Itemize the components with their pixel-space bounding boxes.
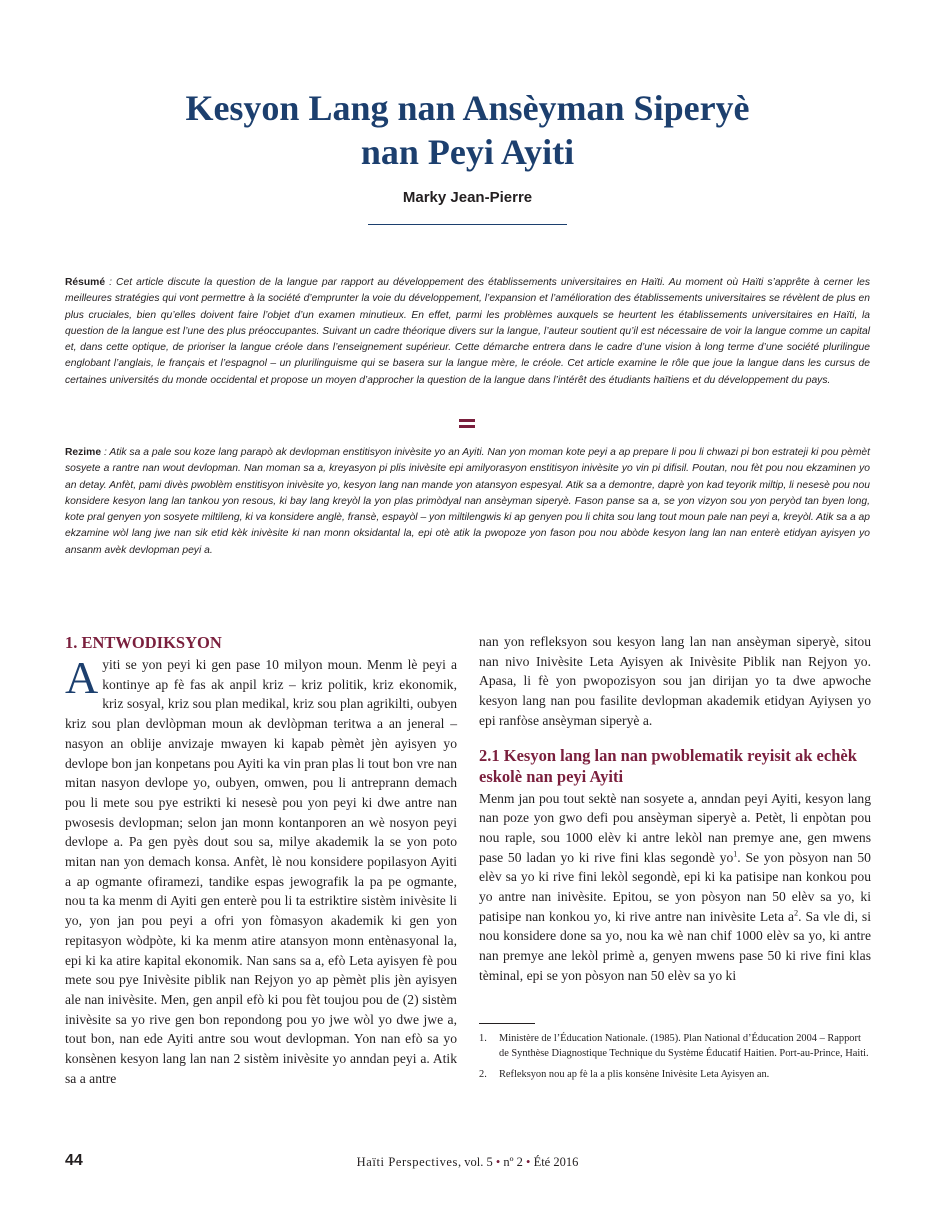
abstract-french-lead: Résumé [65, 277, 106, 288]
journal-season: Été 2016 [530, 1155, 579, 1169]
body-column-right [479, 632, 871, 986]
footnotes [479, 1031, 871, 1087]
abstract-french-text: : Cet article discute la question de la langue par rapport au développement des établissements universitaires en Haïti. Au moment où Haïti s’apprête à cerner les meilleures stratégies qui vont permettre à la société d’emprunter la voie du développement, l’expansion et l’amélioration des établissements universitaires se révèlent de plus en plus cruciales, bien qu’elles doivent faire l’objet d’un examen minutieux. En effet, parmi les problèmes auxquels se heurtent les établissements universitaires en Haïti, la question de la langue est l’une des plus préoccupantes. Suivant un cadre théorique divers sur la langue, l’auteur soutient qu’il est nécessaire de voir la langue comme un capital et, dans cette optique, de prioriser la langue créole dans l’enseignement supérieur. Cette démarche entrera dans le cadre d’une vision à long terme d’une société plurilingue englobant l’anglais, le français et l’espagnol – un plurilinguisme qui se basera sur la langue mère, le créole. Cet article examine le rôle que joue la langue dans les cursus de certaines universités du monde occidental et propose un moyen d’approcher la question de la langue dans l’intérêt des étudiants haïtiens et du développement du pays. [65, 277, 870, 386]
page-number: 44 [65, 1152, 83, 1169]
footnote-ref-2[interactable]: 2 [794, 908, 799, 918]
footnote-item [479, 1067, 871, 1082]
section-heading-introduction: 1. ENTWODIKSYON [65, 633, 222, 652]
abstract-separator-icon [459, 419, 475, 435]
footnote-number: 2. [479, 1068, 487, 1080]
footnote-text: Ministère de l’Éducation Nationale. (1985). Plan National d’Éducation 2004 – Rapport de Synthèse Diagnostique Technique du Système Éducatif Haitien. Port-au-Prince, Haiti. [499, 1033, 869, 1060]
journal-issue: nº 2 [500, 1155, 527, 1169]
subsection-text-c: . Sa vle di, si nou konsidere done sa yo, nou ka wè nan chif 1000 elèv sa yo, ki antre nan premye ane lekòl primè a, genyen mwens pase 50 ki rive fini klas tèminal, epi se yon pòsyon nan 50 elèv sa yo ki [479, 908, 871, 983]
journal-name: Haïti Perspectives [356, 1155, 459, 1169]
article-title [100, 86, 835, 174]
footer-bullet-2: • [526, 1155, 531, 1169]
abstract-french [65, 275, 870, 389]
drop-cap: A [65, 652, 99, 703]
abstract-creole [65, 445, 870, 559]
subsection-paragraph [479, 789, 871, 986]
running-footer [250, 1155, 685, 1170]
subsection-heading-2-1: 2.1 Kesyon lang lan nan pwoblematik reyisit ak echèk eskolè nan peyi Ayiti [479, 745, 857, 786]
title-line-1: Kesyon Lang nan Ansèyman Siperyè [185, 88, 750, 128]
journal-volume: , vol. 5 [458, 1155, 496, 1169]
subsection-text-a: Menm jan pou tout sektè nan sosyete a, anndan peyi Ayiti, kesyon lang nan poze yon gwo defi pou ansèyman siperyè a. Petèt, li enpòtan pou nou raple, sou 1000 elèv ki antre lekòl nan premye ane, gen mwens pase 50 ladan yo ki rive fini klas segondè yo [479, 790, 871, 865]
footer-bullet-1: • [495, 1155, 501, 1169]
abstract-creole-lead: Rezime [65, 447, 102, 458]
footnote-divider [479, 1023, 535, 1024]
title-line-2: nan Peyi Ayiti [360, 132, 575, 172]
abstract-creole-text: : Atik sa a pale sou koze lang parapò ak devlopman enstitisyon inivèsite yo an Ayiti. Nan yon moman kote peyi a ap prepare li pou li chwazi pi bon estrateji ki pou pèmèt sosyete a rantre nan wout devlopman. Nan moman sa a, kreyasyon pi plis inivèsite epi amilyorasyon enstitisyon inivèsite yo vin pi difisil. Poutan, nou fèt pou nou ekzaminen yo an detay. Anfèt, pami divès pwoblèm enstitisyon inivèsite yo, kesyon lang nan mande yon atansyon espesyal. Atik sa a demontre, daprè yon kad teyorik miltip, li nesesè pou nou konsidere kesyon lang lan tankou yon resous, ki bay lang kreyòl la yon plas primòdyal nan ansèyman siperyè. Fason panse sa a, se yon vizyon sou yon peryòd tan byen long, kote pral genyen yon sosyete miltileng, ki va konsidere anglè, fransè, espayòl – yon miltilengwis ki ap genyen pou li chita sou lang tout moun pale nan peyi a, kreyòl. Atik sa a ap ekzamine wòl lang jwe nan sik etid kèk inivèsite ki nan monn oksidantal la, epi otè atik la pwopoze yon fason pou nou abòde kesyon lang lan nan enterè etidyan ayisyen yo ansanm avèk devlopman peyi a. [65, 447, 870, 556]
footnote-number: 1. [479, 1033, 487, 1044]
author-divider [368, 224, 567, 225]
introduction-paragraph [65, 652, 457, 1088]
introduction-text: yiti se yon peyi ki gen pase 10 milyon moun. Menm lè peyi a kontinye ap fè fas ak anpil kriz – kriz politik, kriz ekonomik, kriz sosyal, kriz sou plan medikal, kriz sou plan agrikilti, oubyen kriz sou plan devlòpman moun ak devlòpman teritwa a an jeneral – nasyon an oblije anvizaje mwayen ki kapab pèmèt jèn ayisyen yo devlope bon jan konpetans pou Ayiti ka vin pran plas li tout bon vre nan mitan nasyon devlope yo, oubyen, omwen, pou li antreprann demach pou li mete sou pye estrikti ki nesesè pou yon peyi ki dwe antre nan pwosesis devlopman; selon jan monn kontanporen an wè nosyon peyi devlope a. Pa gen pyès dout sou sa, milye akademik la se yon poto mitan nan yon demach konsa. Anfèt, lè nou konsidere popilasyon Ayiti a ap ogmante ofiramezi, tandike espas jewografik la pa pe ogmante, nou ta ka menm di Ayiti gen enterè pou li ta estriktire sistèm inivèsite li yo, yon jan pou peyi a ofri yon fòmasyon akademik ki gen yon repitasyon wòdpòte, ki ka menm atire atansyon monn entènasyonal la, epi ki ka atire kapital ekonomik. Nan sans sa a, efò Leta ayisyen fè pou mete sou pye Inivèsite piblik nan Rejyon yo ap pèmèt plis jèn ayisyen ale nan inivèsite. Men, gen anpil efò ki pou fèt toujou pou de (2) sistèm inivèsite sa yo rive gen bon repondong pou yo jwe wòl yo dwe jwe a, tout bon, nan ede Ayiti antre sou wout devlopman. Yon nan efò sa yo konsènen kesyon lang lan nan 2 sistèm inivèsite yo anndan peyi a. Atik sa a antre [65, 657, 457, 1086]
body-column-left [65, 632, 457, 1088]
author-name: Marky Jean-Pierre [402, 189, 533, 206]
footnote-ref-1[interactable]: 1 [733, 849, 738, 859]
continuation-paragraph: nan yon refleksyon sou kesyon lang lan nan ansèyman siperyè, sitou nan nivo Inivèsite Leta Ayisyen ak Inivèsite Piblik nan Rejyon yo. Apasa, li fè yon pwopozisyon sou jan dirijan yo ta dwe apwoche kesyon lang nan pou fasilite devlopman akademik etidyan Ayiysen yo epi ranfòse ansèyman siperyè a. [479, 634, 871, 728]
footnote-item [479, 1031, 871, 1062]
footnote-text: Refleksyon nou ap fè la a plis konsène Inivèsite Leta Ayisyen an. [499, 1068, 770, 1080]
subsection-text-b: . Se yon pòsyon nan 50 elèv sa yo ki rive fini lekòl segondè, epi ki ka patisipe nan konkou pou yo antre nan inivèsite. Epitou, se yon pòsyon nan 50 elèv sa yo, ki patisipe nan konkou yo, ki rive antre nan inivèsite Leta a [479, 849, 871, 924]
